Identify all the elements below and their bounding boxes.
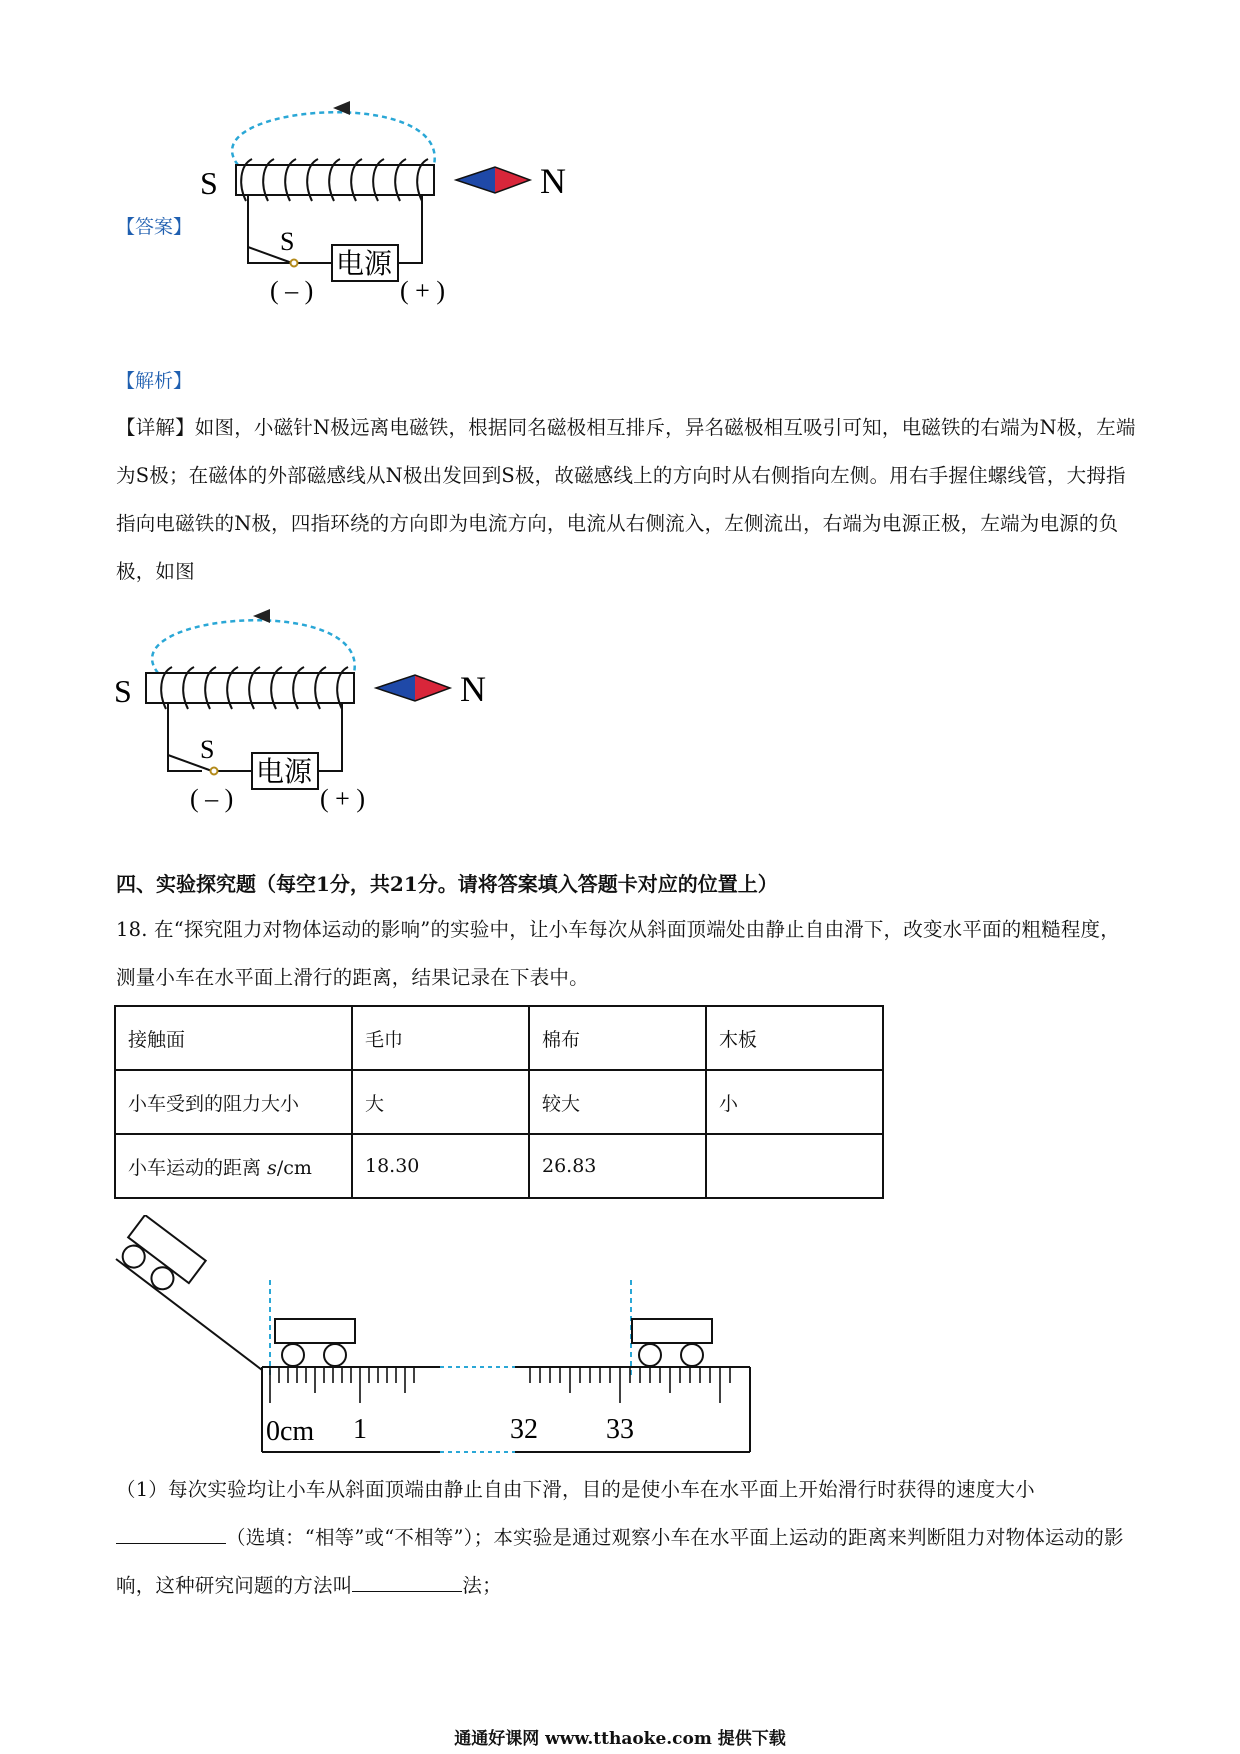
positive-terminal-label: ( + ) <box>320 784 365 813</box>
power-source-label: 电源 <box>256 755 313 788</box>
section-title: 四、实验探究题（每空1分，共21分。请将答案填入答题卡对应的位置上） <box>116 872 778 896</box>
solenoid-circuit-diagram-explanation <box>110 603 570 853</box>
right-pole-label: N <box>460 669 486 709</box>
page-footer: 通通好课网 www.tthaoke.com 提供下载 <box>454 1729 786 1749</box>
table-cell: 毛巾 <box>352 1006 529 1070</box>
ruler-label-0cm: 0cm <box>266 1416 315 1447</box>
left-pole-label: S <box>200 165 218 201</box>
table-cell: 26.83 <box>529 1134 706 1198</box>
table-row <box>115 1006 883 1070</box>
distance-label: 小车运动的距离 <box>128 1156 268 1179</box>
table-cell: 较大 <box>529 1070 706 1134</box>
table-cell <box>706 1134 883 1198</box>
cart-on-ramp <box>114 1215 205 1301</box>
cart-end <box>632 1319 712 1366</box>
ruler-body <box>262 1367 750 1452</box>
table-cell: 小 <box>706 1070 883 1134</box>
ruler-label-1: 1 <box>353 1414 367 1445</box>
table-cell: 棉布 <box>529 1006 706 1070</box>
solenoid-circuit-diagram-answer <box>190 95 650 345</box>
table-cell: 接触面 <box>115 1006 352 1070</box>
negative-terminal-label: ( – ) <box>190 784 234 813</box>
table-cell <box>115 1134 352 1198</box>
switch-label: S <box>280 227 295 256</box>
sub-question-1 <box>116 1466 1136 1610</box>
sub-question-1-part1: （1）每次实验均让小车从斜面顶端由静止自由下滑，目的是使小车在水平面上开始滑行时获得的速度大小 <box>116 1478 1035 1501</box>
power-source-label: 电源 <box>336 247 393 280</box>
needle-blue-half <box>376 675 415 701</box>
ruler-ticks-right <box>530 1367 730 1403</box>
sub-question-1-part2: （选填：“相等”或“不相等”）；本实验是通过观察小车在水平面上运动的距离来判断阻力对物体运动的影响，这种研究问题的方法叫 <box>116 1526 1124 1597</box>
question-18-text: 18. 在“探究阻力对物体运动的影响”的实验中，让小车每次从斜面顶端处由静止自由滑下，改变水平面的粗糙程度，测量小车在水平面上滑行的距离，结果记录在下表中。 <box>116 918 1120 989</box>
answer-label: 【答案】 <box>116 216 193 238</box>
left-pole-label: S <box>114 673 132 709</box>
sub-question-1-part3: 法； <box>462 1574 502 1597</box>
needle-red-half <box>495 167 530 193</box>
answer-blank-1[interactable] <box>116 1523 226 1544</box>
field-line <box>232 112 435 165</box>
answer-blank-2[interactable] <box>352 1571 462 1592</box>
detail-paragraph: 【详解】如图，小磁针N极远离电磁铁，根据同名磁极相互排斥，异名磁极相互吸引可知，电磁铁的右端为N极，左端为S极；在磁体的外部磁感线从N极出发回到S极，故磁感线上的方向时从右侧指向左侧。用右手握住螺线管，大拇指指向电磁铁的N极，四指环绕的方向即为电流方向，电流从右侧流入，左侧流出，右端为电源正极，左端为电源的负极，如图 <box>116 416 1136 583</box>
distance-symbol: s <box>267 1156 277 1179</box>
table-row <box>115 1070 883 1134</box>
distance-unit: /cm <box>276 1156 312 1179</box>
switch-pivot <box>291 260 298 267</box>
needle-blue-half <box>456 167 495 193</box>
table-cell: 木板 <box>706 1006 883 1070</box>
analysis-label: 【解析】 <box>116 370 193 392</box>
table-cell: 18.30 <box>352 1134 529 1198</box>
right-pole-label: N <box>540 161 566 201</box>
table-cell: 小车受到的阻力大小 <box>115 1070 352 1134</box>
positive-terminal-label: ( + ) <box>400 276 445 305</box>
results-table <box>114 1005 884 1199</box>
negative-terminal-label: ( – ) <box>270 276 314 305</box>
ruler-label-33: 33 <box>606 1414 634 1445</box>
table-row <box>115 1134 883 1198</box>
ruler-break <box>440 1367 515 1452</box>
table-cell: 大 <box>352 1070 529 1134</box>
ruler-label-32: 32 <box>510 1414 538 1445</box>
cart-start <box>275 1319 355 1366</box>
field-line <box>152 620 355 673</box>
switch-label: S <box>200 735 215 764</box>
ruler-ticks-left <box>270 1367 414 1403</box>
needle-red-half <box>415 675 450 701</box>
ramp-ruler-diagram <box>110 1215 770 1455</box>
switch-pivot <box>211 768 218 775</box>
